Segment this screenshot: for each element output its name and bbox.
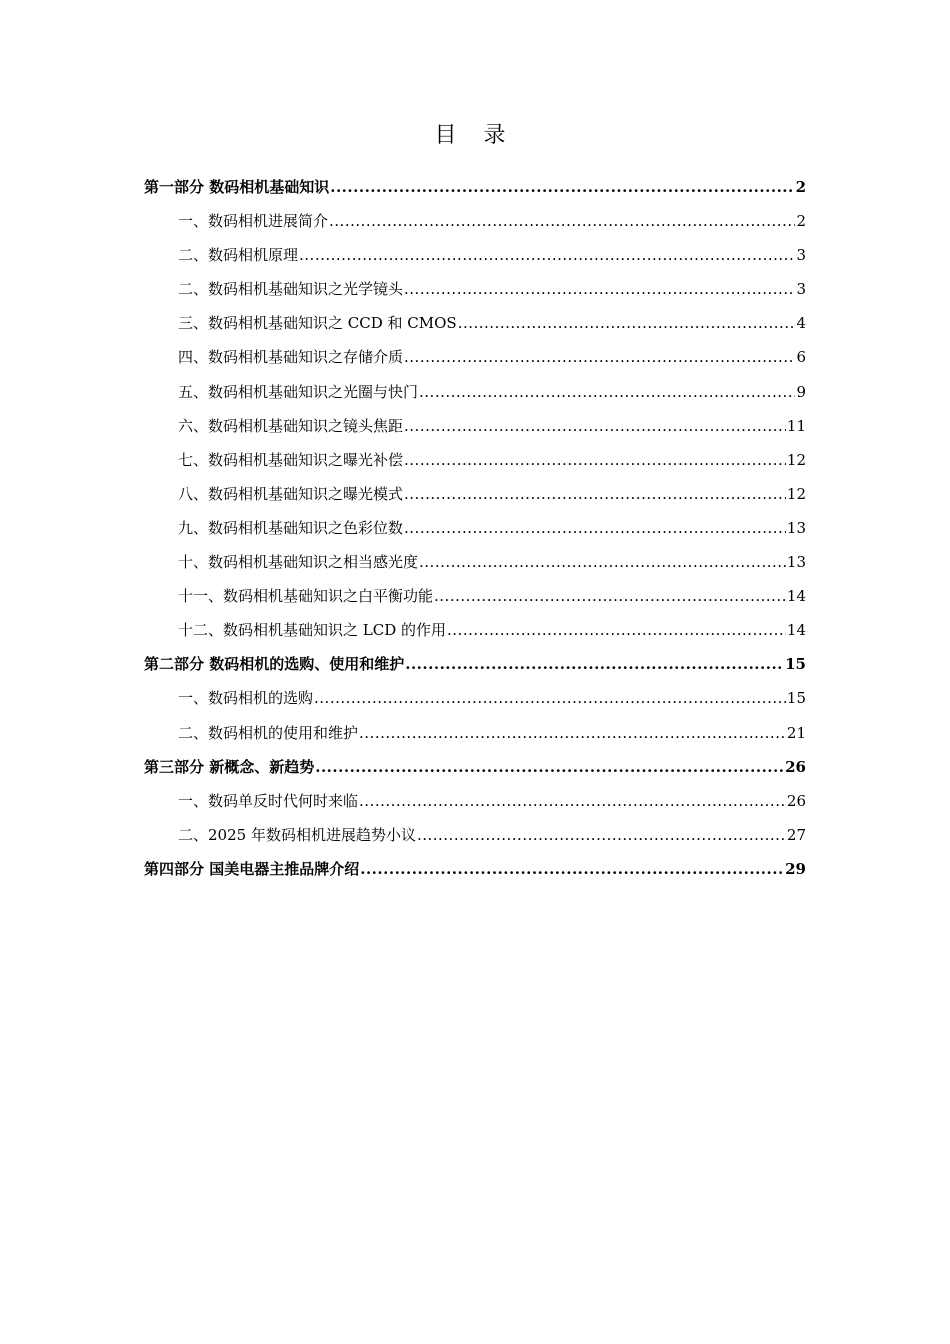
toc-entry-label: 九、数码相机基础知识之色彩位数 <box>178 518 404 537</box>
toc-entry-label: 四、数码相机基础知识之存储介质 <box>178 348 404 367</box>
toc-entry[interactable] <box>144 204 806 238</box>
toc-entry-page: 12 <box>786 484 806 503</box>
toc-entry-label: 第二部分 数码相机的选购、使用和维护 <box>144 655 405 674</box>
dot-leader <box>404 409 786 443</box>
toc-entry-label: 一、数码单反时代何时来临 <box>178 791 359 810</box>
toc-entry[interactable] <box>144 170 806 204</box>
toc-entry-page: 15 <box>785 655 806 674</box>
toc-entry-page: 3 <box>796 246 806 265</box>
toc-entry-page: 6 <box>796 348 806 367</box>
toc-entry[interactable] <box>144 613 806 647</box>
toc-entry-label: 八、数码相机基础知识之曝光模式 <box>178 484 404 503</box>
toc-entry[interactable] <box>144 272 806 306</box>
toc-entry-page: 4 <box>796 314 806 333</box>
toc-entry-label: 第四部分 国美电器主推品牌介绍 <box>144 859 360 878</box>
toc-entry[interactable] <box>144 238 806 272</box>
toc-entry-page: 26 <box>786 791 806 810</box>
toc-entry[interactable] <box>144 443 806 477</box>
toc-entry-page: 15 <box>786 689 806 708</box>
toc-entry[interactable] <box>144 306 806 340</box>
toc-entry-label: 三、数码相机基础知识之 CCD 和 CMOS <box>178 314 457 333</box>
toc-entry-label: 十一、数码相机基础知识之白平衡功能 <box>178 587 434 606</box>
toc-entry-label: 一、数码相机进展简介 <box>178 212 329 231</box>
dot-leader <box>329 204 795 238</box>
toc-entry-label: 二、数码相机基础知识之光学镜头 <box>178 280 404 299</box>
toc-entry[interactable] <box>144 340 806 374</box>
toc-entry-label: 六、数码相机基础知识之镜头焦距 <box>178 416 404 435</box>
dot-leader <box>315 750 784 784</box>
toc-entry-page: 2 <box>796 212 806 231</box>
toc-entry-label: 十、数码相机基础知识之相当感光度 <box>178 553 419 572</box>
toc-entry[interactable] <box>144 716 806 750</box>
dot-leader <box>314 681 786 715</box>
dot-leader <box>434 579 786 613</box>
toc-entry-label: 第三部分 新概念、新趋势 <box>144 757 315 776</box>
dot-leader <box>404 443 786 477</box>
table-of-contents <box>144 170 806 886</box>
dot-leader <box>330 170 794 204</box>
dot-leader <box>359 784 786 818</box>
toc-entry[interactable] <box>144 409 806 443</box>
dot-leader <box>359 716 786 750</box>
toc-entry-page: 13 <box>786 518 806 537</box>
toc-title: 目 录 <box>434 123 516 148</box>
toc-entry[interactable] <box>144 579 806 613</box>
toc-entry-page: 21 <box>786 723 806 742</box>
toc-entry-label: 二、数码相机原理 <box>178 246 299 265</box>
toc-entry[interactable] <box>144 477 806 511</box>
toc-entry-label: 二、数码相机的使用和维护 <box>178 723 359 742</box>
toc-entry[interactable] <box>144 511 806 545</box>
toc-entry-label: 十二、数码相机基础知识之 LCD 的作用 <box>178 621 447 640</box>
dot-leader <box>299 238 795 272</box>
toc-entry-page: 27 <box>786 825 806 844</box>
toc-entry-page: 29 <box>785 859 806 878</box>
toc-entry-label: 第一部分 数码相机基础知识 <box>144 178 330 196</box>
toc-entry-label: 二、2025 年数码相机进展趋势小议 <box>178 825 416 844</box>
toc-entry-page: 12 <box>786 450 806 469</box>
dot-leader <box>404 272 795 306</box>
toc-entry-label: 一、数码相机的选购 <box>178 689 314 708</box>
toc-entry[interactable] <box>144 818 806 852</box>
toc-entry-page: 2 <box>795 178 806 196</box>
toc-entry-page: 26 <box>785 757 806 776</box>
dot-leader <box>417 818 786 852</box>
toc-entry-page: 14 <box>786 587 806 606</box>
toc-entry-page: 11 <box>786 416 806 435</box>
toc-entry[interactable] <box>144 852 806 886</box>
dot-leader <box>419 545 786 579</box>
toc-entry[interactable] <box>144 375 806 409</box>
dot-leader <box>404 340 795 374</box>
toc-entry[interactable] <box>144 784 806 818</box>
toc-entry-page: 13 <box>786 553 806 572</box>
toc-entry-page: 9 <box>796 382 806 401</box>
dot-leader <box>360 852 784 886</box>
dot-leader <box>447 613 786 647</box>
dot-leader <box>419 375 795 409</box>
toc-entry[interactable] <box>144 681 806 715</box>
toc-entry-page: 3 <box>796 280 806 299</box>
dot-leader <box>405 647 784 681</box>
dot-leader <box>458 306 796 340</box>
dot-leader <box>404 477 786 511</box>
dot-leader <box>404 511 786 545</box>
toc-entry-label: 五、数码相机基础知识之光圈与快门 <box>178 382 419 401</box>
toc-entry[interactable] <box>144 750 806 784</box>
toc-entry[interactable] <box>144 647 806 681</box>
toc-entry[interactable] <box>144 545 806 579</box>
toc-entry-label: 七、数码相机基础知识之曝光补偿 <box>178 450 404 469</box>
toc-entry-page: 14 <box>786 621 806 640</box>
